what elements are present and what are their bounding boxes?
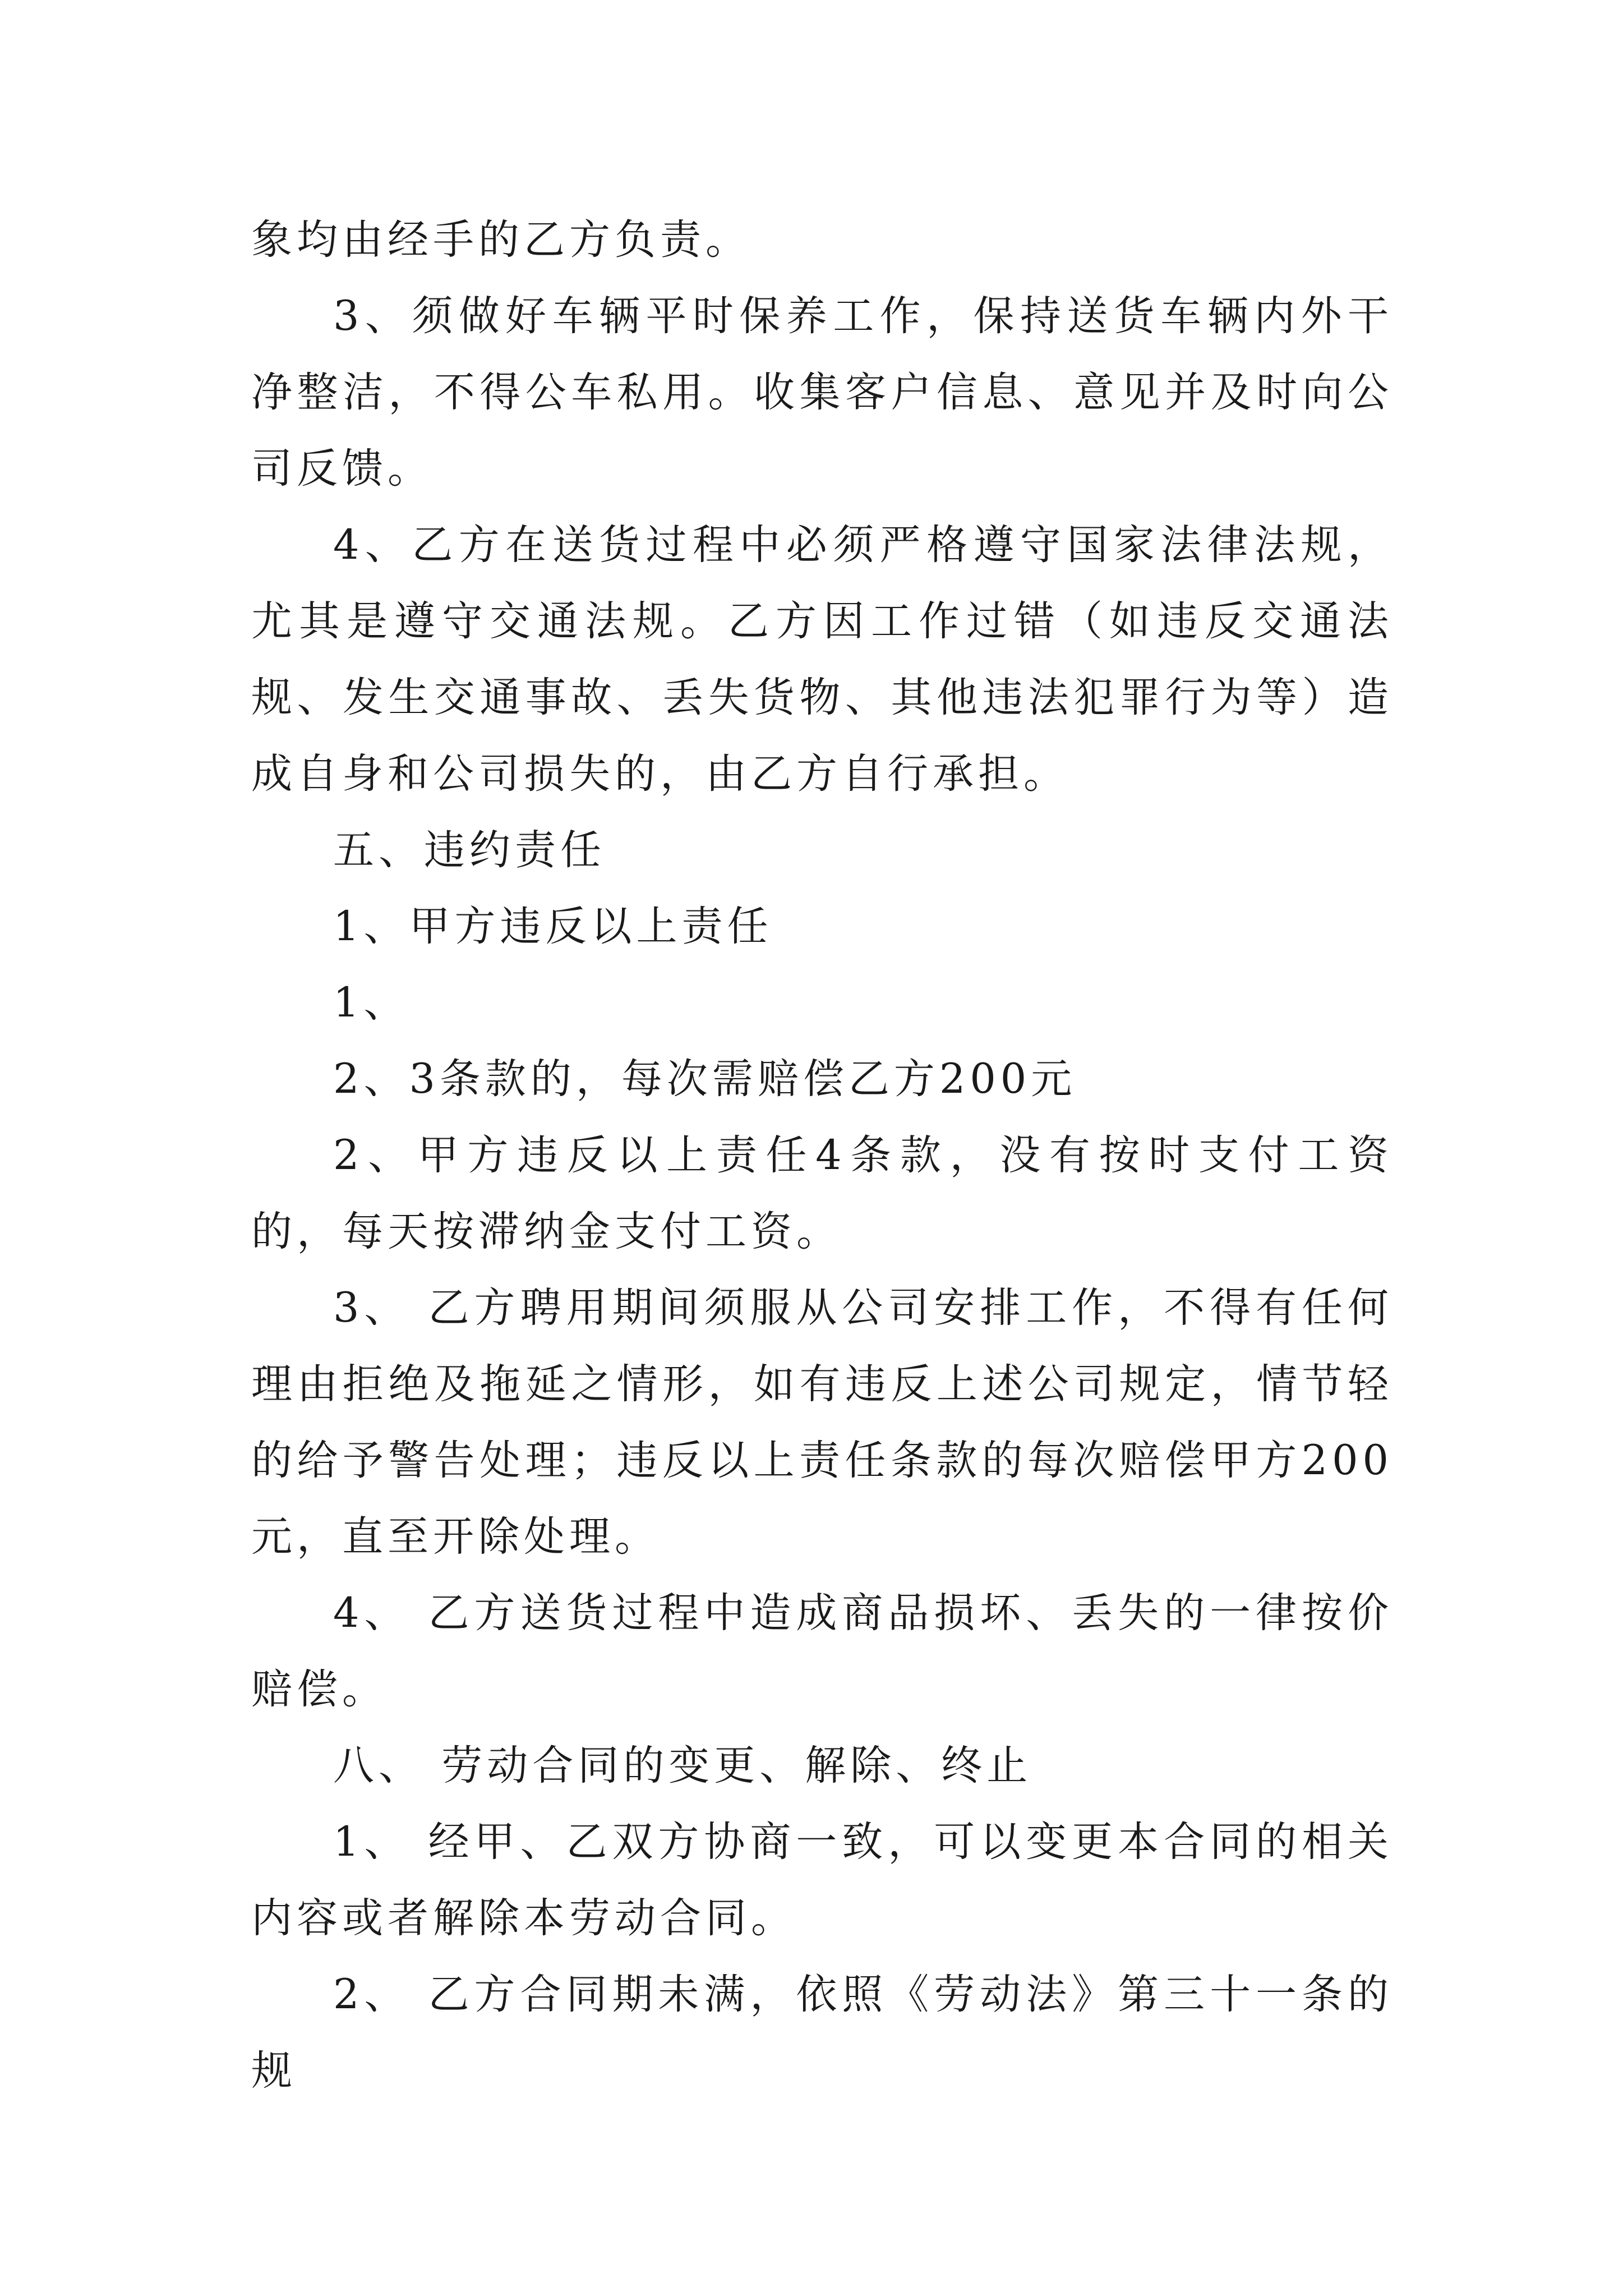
paragraph-breach-item-1-sub: 1、 [333,979,409,1027]
paragraph-breach-item-4-damage: 4、 乙方送货过程中造成商品损坏、丢失的一律按价赔偿。 [251,1589,1393,1713]
paragraph-breach-item-2-3: 2、3条款的，每次需赔偿乙方200元 [333,1055,1077,1103]
section-heading-contract-change: 八、 劳动合同的变更、解除、终止 [333,1742,1032,1789]
paragraph-breach-item-3-obey: 3、 乙方聘用期间须服从公司安排工作，不得有任何理由拒绝及拖延之情形，如有违反上述公司规定，情节轻的给予警告处理；违反以上责任条款的每次赔偿甲方200元，直至开除处理。 [251,1284,1393,1561]
paragraph-breach-item-1: 1、甲方违反以上责任 [333,903,773,950]
paragraph-change-item-1: 1、 经甲、乙双方协商一致，可以变更本合同的相关内容或者解除本劳动合同。 [251,1818,1393,1942]
paragraph-breach-item-2-wages: 2、甲方违反以上责任4条款，没有按时支付工资的，每天按滞纳金支付工资。 [251,1131,1393,1255]
section-heading-breach-liability: 五、违约责任 [333,826,606,874]
document-body [251,202,1393,2109]
paragraph-item-4-traffic-law: 4、乙方在送货过程中必须严格遵守国家法律法规，尤其是遵守交通法规。乙方因工作过错（如违反交通法规、发生交通事故、丢失货物、其他违法犯罪行为等）造成自身和公司损失的，由乙方自行承担。 [251,521,1393,798]
paragraph-item-3-vehicle-care: 3、须做好车辆平时保养工作，保持送货车辆内外干净整洁，不得公车私用。收集客户信息、意见并及时向公司反馈。 [251,292,1393,493]
paragraph-change-item-2: 2、 乙方合同期未满，依照《劳动法》第三十一条的规 [251,1971,1393,2095]
paragraph-continuation: 象均由经手的乙方负责。 [251,216,751,264]
